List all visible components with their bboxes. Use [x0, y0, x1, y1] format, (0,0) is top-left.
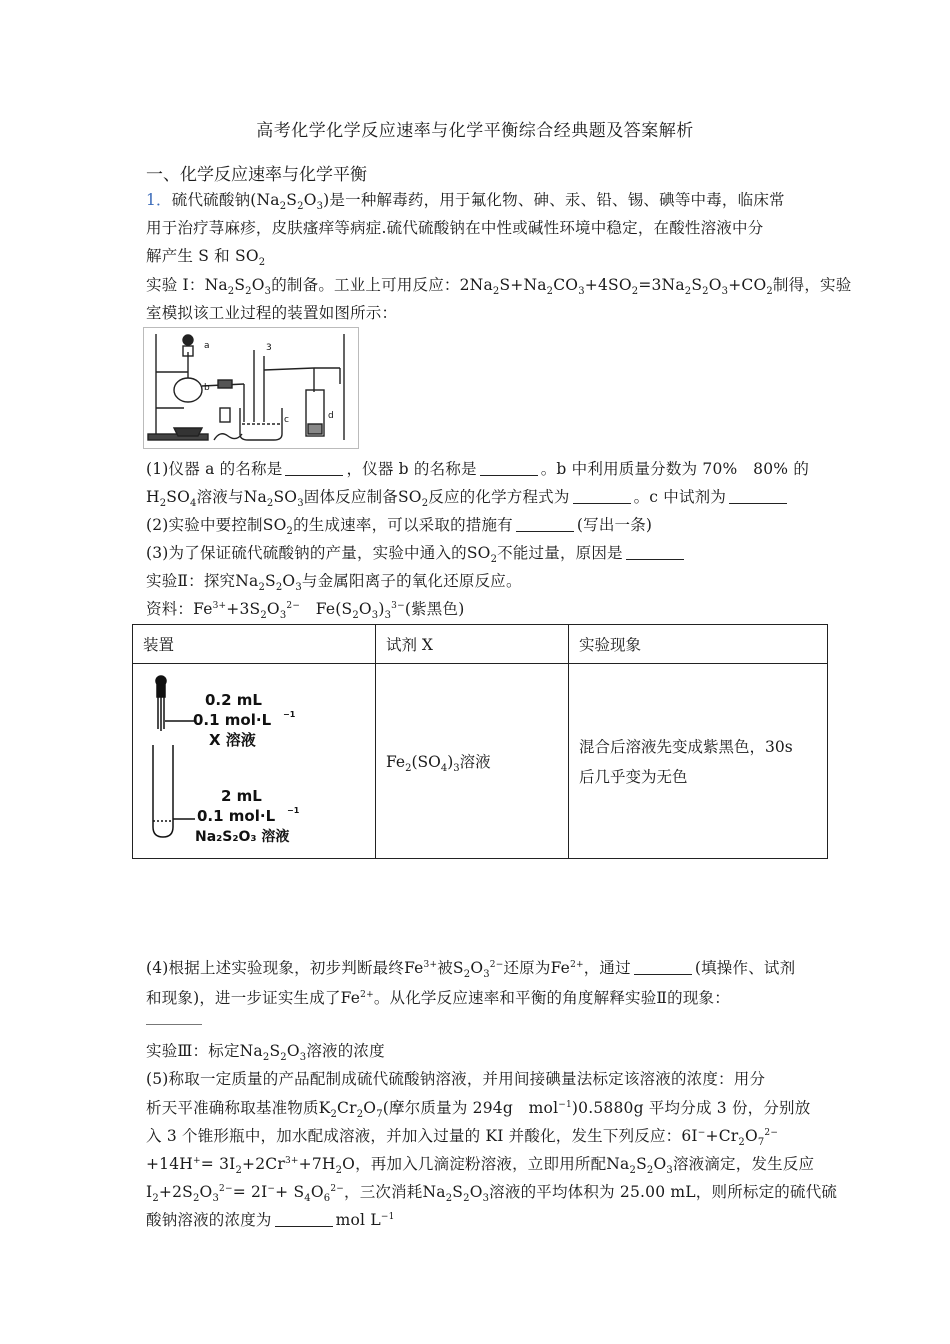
answer-blank[interactable] [146, 1024, 202, 1025]
na-volume-label: 2 mL [221, 787, 262, 805]
question-1-part-1-cont: $H_2SO_4$溶液与$Na_2SO_3$固体反应制备$SO_2$反应的化学方程式为 。c 中试剂为 [146, 485, 790, 507]
phenomenon-line: 后几乎变为无色 [579, 768, 688, 786]
question-number: 1． [146, 191, 172, 209]
question-1-part-5-line-5: $I_2+2S_2O_3^{2-}= 2I^-+ S_4O_6^{2-}$，三次消耗$Na_2S_2O_3$溶液的平均体积为 25.00 mL，则所标定的硫代硫 [146, 1183, 838, 1204]
label-3: 3 [266, 343, 272, 353]
question-1-part-4: (4)根据上述实验现象，初步判断最终$Fe^{3+}$被$S_2O_3^{2-}$还原为$Fe^{2+}$，通过 (填操作、试剂 [146, 959, 796, 980]
apparatus-figure [143, 327, 359, 449]
experiment-1-line-2: 室模拟该工业过程的装置如图所示： [146, 304, 398, 322]
answer-blank[interactable] [516, 517, 574, 532]
reagent-cell: $Fe_2(SO_4)_3$溶液 [376, 664, 569, 859]
phenomenon-line: 混合后溶液先变成紫黑色，30s [579, 738, 793, 756]
answer-blank[interactable] [480, 461, 538, 476]
question-1-part-3: (3)为了保证硫代硫酸钠的产量，实验中通入的$SO_2$不能过量，原因是 [146, 541, 687, 563]
answer-blank[interactable] [634, 960, 692, 975]
question-1-part-4-cont: 和现象)，进一步证实生成了$Fe^{2+}$。从化学反应速率和平衡的角度解释实验Ⅱ的现象： [146, 989, 730, 1007]
question-intro-line-2: 用于治疗荨麻疹，皮肤瘙痒等病症.硫代硫酸钠在中性或碱性环境中稳定，在酸性溶液中分 [146, 219, 764, 237]
na-solution-label: Na₂S₂O₃ 溶液 [195, 829, 290, 845]
x-solution-label: X 溶液 [209, 731, 256, 749]
experiment-2-line: 实验Ⅱ：探究$Na_2S_2O_3$与金属阳离子的氧化还原反应。 [146, 572, 522, 593]
phenomenon-cell [569, 664, 828, 859]
reference-line: 资料：$Fe^{3+}+3S_2O_3^{2-}$ $Fe(S_2O_3)_3^{3-}$(紫黑色) [146, 600, 465, 621]
experiment-3-line: 实验Ⅲ：标定$Na_2S_2O_3$溶液的浓度 [146, 1042, 385, 1063]
question-1-part-1: (1)仪器 a 的名称是 ，仪器 b 的名称是 。b 中利用质量分数为 70% 80% 的 [146, 460, 810, 478]
table-header-cell: 装置 [133, 625, 376, 664]
question-1-part-5-line-4: $+14H^+= 3I_2+2Cr^{3+}+7H_2O$，再加入几滴淀粉溶液，立即用所配$Na_2S_2O_3$溶液滴定，发生反应 [146, 1155, 815, 1176]
question-intro-line-1: 1．硫代硫酸钠$(Na_2S_2O_3)$是一种解毒药，用于氟化物、砷、汞、铅、锡、碘等中毒，临床常 [146, 191, 785, 212]
answer-blank[interactable] [285, 461, 343, 476]
question-1-part-2: (2)实验中要控制$SO_2$的生成速率，可以采取的措施有 (写出一条) [146, 516, 653, 537]
label-d: d [328, 411, 334, 421]
svg-text:−1: −1 [283, 710, 296, 719]
question-1-part-5: (5)称取一定质量的产品配制成硫代硫酸钠溶液，并用间接碘量法标定该溶液的浓度：用分 [146, 1070, 766, 1088]
table-row [133, 664, 828, 859]
question-1-part-5-line-3: 入 3 个锥形瓶中，加水配成溶液，并加入过量的 KI 并酸化，发生下列反应：$6I^-+Cr_2O_7^{2-}$ [146, 1127, 779, 1148]
answer-blank[interactable] [626, 545, 684, 560]
label-a: a [204, 341, 210, 351]
table-header-row [133, 625, 828, 664]
svg-text:−1: −1 [287, 806, 300, 815]
test-tube-figure [143, 671, 311, 847]
table-header-cell: 实验现象 [569, 625, 828, 664]
apparatus-drawing [144, 328, 358, 448]
question-1-part-5-line-2: 析天平准确称取基准物质$K_2Cr_2O_7$(摩尔质量为 294g mol$^{-1}$)0.5880g 平均分成 3 份，分别放 [146, 1099, 811, 1120]
page-title: 高考化学化学反应速率与化学平衡综合经典题及答案解析 [256, 121, 694, 141]
question-1-part-5-line-6: 酸钠溶液的浓度为 mol $L^{-1}$ [146, 1211, 395, 1229]
experiment-1-line: 实验 Ⅰ：$Na_2S_2O_3$的制备。工业上可用反应：$2Na_2S+Na_2CO_3+4SO_2=3Na_2S_2O_3+CO_2$制得，实验 [146, 276, 852, 297]
answer-blank[interactable] [573, 489, 631, 504]
na-concentration-label: 0.1 mol·L [197, 807, 276, 825]
x-concentration-label: 0.1 mol·L [193, 711, 272, 729]
x-volume-label: 0.2 mL [205, 691, 262, 709]
label-c: c [284, 415, 289, 425]
section-heading: 一、化学反应速率与化学平衡 [146, 165, 367, 185]
answer-blank[interactable] [729, 489, 787, 504]
question-intro-line-3: 解产生 S 和 $SO_2$ [146, 247, 266, 268]
answer-blank[interactable] [275, 1212, 333, 1227]
label-b: b [204, 383, 210, 393]
device-cell [133, 664, 376, 859]
experiment-table [132, 624, 828, 859]
table-header-cell: 试剂 X [376, 625, 569, 664]
